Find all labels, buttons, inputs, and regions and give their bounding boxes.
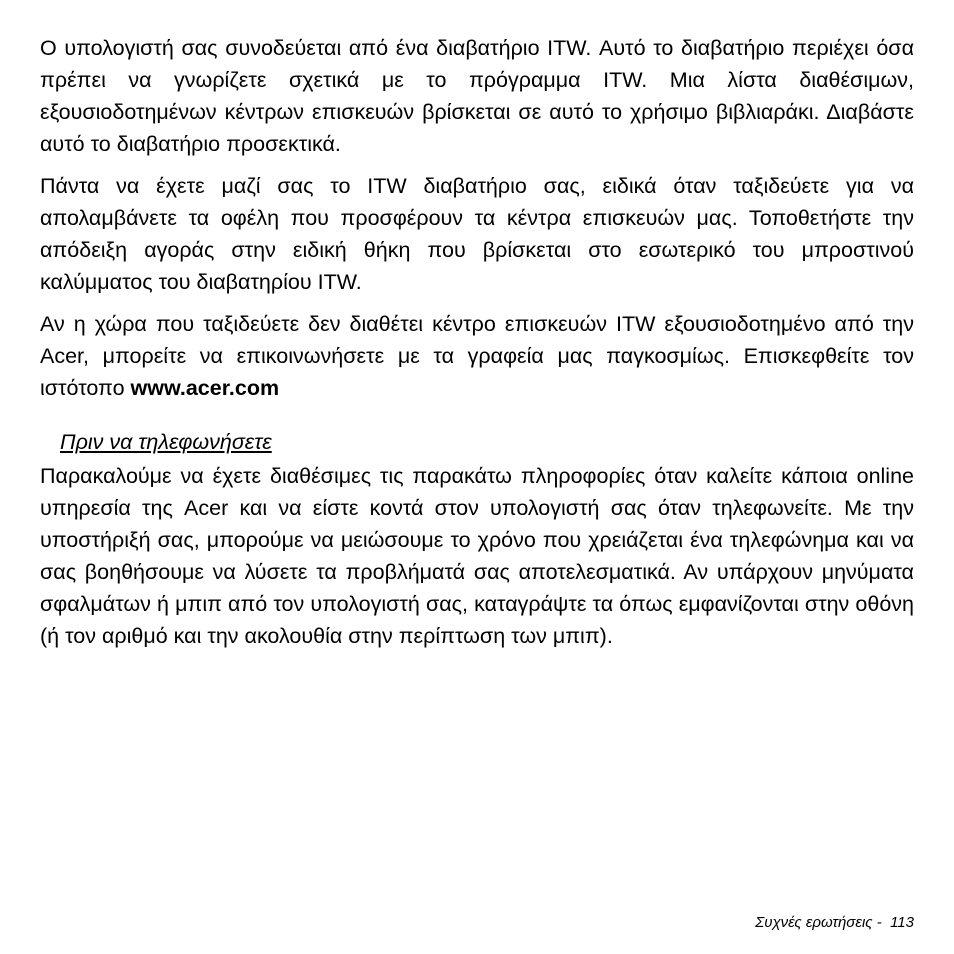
section-heading: Πριν να τηλεφωνήσετε <box>60 430 272 454</box>
paragraph-carry-passport: Πάντα να έχετε μαζί σας το ITW διαβατήριο σας, ειδικά όταν ταξιδεύετε για να απολαμβάνετε τα οφέλη που προσφέρουν τα κέντρα επισκευών μας. Τοποθετήστε την απόδειξη αγοράς στην ειδική θήκη που βρίσκεται στο εσωτερικό του μπροστινού καλύμματος του διαβατηρίου ITW. <box>40 174 914 294</box>
paragraph-before-calling: Παρακαλούμε να έχετε διαθέσιμες τις παρακάτω πληροφορίες όταν καλείτε κάποια online υπηρεσία της Acer και να είστε κοντά στον υπολογιστή σας όταν τηλεφωνείτε. Με την υποστήριξή σας, μπορούμε να μειώσουμε το χρόνο που χρειάζεται ένα τηλεφώνημα και να σας βοηθήσουμε να λύσετε τα προβλήματά σας αποτελεσματικά. Αν υπάρχουν μηνύματα σφαλμάτων ή μπιπ από τον υπολογιστή σας, καταγράψτε τα όπως εμφανίζονται στην οθόνη (ή τον αριθμό και την ακολουθία στην περίπτωση των μπιπ). <box>40 464 914 648</box>
document-body <box>40 32 914 652</box>
paragraph-text: Αν η χώρα που ταξιδεύετε δεν διαθέτει κέντρο επισκευών ITW εξουσιοδοτημένο από την Acer, μπορείτε να επικοινωνήσετε με τα γραφεία μας παγκοσμίως. Επισκεφθείτε τον ιστότοπο <box>40 312 914 400</box>
footer-section-title: Συχνές ερωτήσεις - <box>755 914 882 931</box>
paragraph-itw-passport: Ο υπολογιστή σας συνοδεύεται από ένα διαβατήριο ITW. Αυτό το διαβατήριο περιέχει όσα πρέπει να γνωρίζετε σχετικά με το πρόγραμμα ITW. Μια λίστα διαθέσιμων, εξουσιοδοτημένων κέντρων επισκευών βρίσκεται σε αυτό το χρήσιμο βιβλιαράκι. Διαβάστε αυτό το διαβατήριο προσεκτικά. <box>40 36 914 156</box>
paragraph-no-service-center <box>40 308 914 404</box>
acer-website-link[interactable]: www.acer.com <box>130 376 280 400</box>
page-footer <box>755 914 914 931</box>
page-number: 113 <box>890 914 914 931</box>
